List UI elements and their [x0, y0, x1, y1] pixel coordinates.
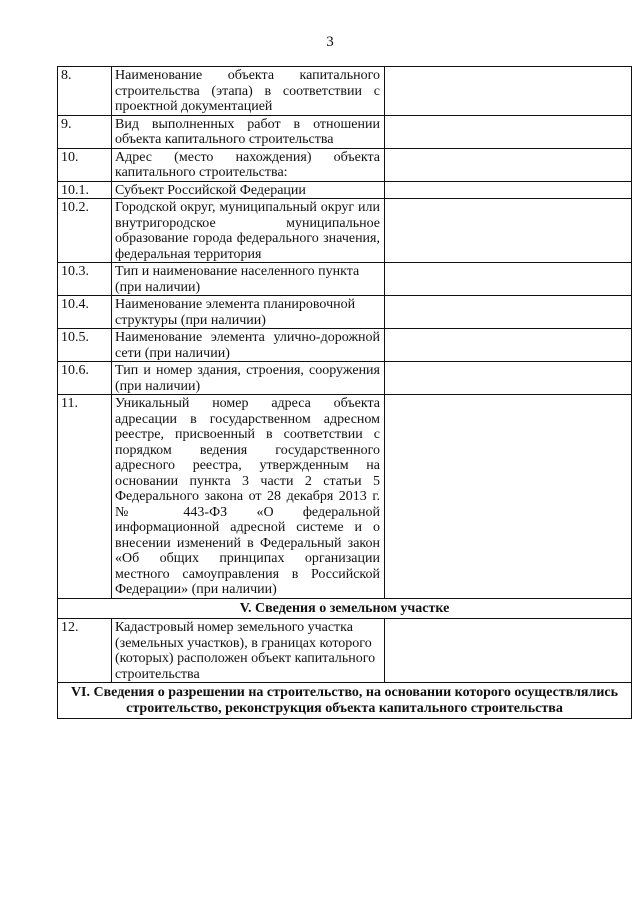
row-label: Городской округ, муниципальный округ или внутригородское муниципальное образование города федерального значения, федеральная территория: [112, 199, 385, 263]
row-value-field[interactable]: [385, 619, 632, 683]
row-label: Кадастровый номер земельного участка (земельных участков), в границах которого (которых) расположен объект капитального строительства: [112, 619, 385, 683]
row-label: Адрес (место нахождения) объекта капитального строительства:: [112, 148, 385, 181]
row-number: 9.: [58, 115, 112, 148]
table-row: [58, 619, 632, 683]
table-row: [58, 362, 632, 395]
row-value-field[interactable]: [385, 296, 632, 329]
row-label: Наименование элемента планировочной структуры (при наличии): [112, 296, 385, 329]
row-value-field[interactable]: [385, 199, 632, 263]
table-row: [58, 67, 632, 116]
row-label: Наименование элемента улично-дорожной сети (при наличии): [112, 329, 385, 362]
table-row: [58, 115, 632, 148]
row-label: Уникальный номер адреса объекта адресации в государственном адресном реестре, присвоенный в соответствии с порядком ведения государственного адресного реестра, утвержденным на основании пункта 3 части 2 статьи 5 Федерального закона от 28 декабря 2013 г. № 443-ФЗ «О федеральной информационной адресной системе и о внесении изменений в Федеральный закон «Об общих принципах организации местного самоуправления в Российской Федерации» (при наличии): [112, 395, 385, 599]
row-label: Субъект Российской Федерации: [112, 181, 385, 199]
table-row: [58, 199, 632, 263]
section-heading: VI. Сведения о разрешении на строительство, на основании которого осуществлялись строительство, реконструкция объекта капитального строительства: [58, 683, 632, 719]
row-label: Тип и номер здания, строения, сооружения (при наличии): [112, 362, 385, 395]
row-value-field[interactable]: [385, 148, 632, 181]
table-row: [58, 395, 632, 599]
row-number: 12.: [58, 619, 112, 683]
table-row: [58, 263, 632, 296]
row-label: Тип и наименование населенного пункта (при наличии): [112, 263, 385, 296]
row-number: 10.4.: [58, 296, 112, 329]
row-number: 10.5.: [58, 329, 112, 362]
row-number: 10.6.: [58, 362, 112, 395]
table-row: [58, 181, 632, 199]
row-label: Наименование объекта капитального строительства (этапа) в соответствии с проектной документацией: [112, 67, 385, 116]
row-number: 11.: [58, 395, 112, 599]
row-label: Вид выполненных работ в отношении объекта капитального строительства: [112, 115, 385, 148]
table-row: [58, 296, 632, 329]
row-number: 10.: [58, 148, 112, 181]
row-value-field[interactable]: [385, 395, 632, 599]
form-table: [57, 66, 632, 719]
row-number: 8.: [58, 67, 112, 116]
section-heading-row: [58, 683, 632, 719]
row-value-field[interactable]: [385, 181, 632, 199]
table-row: [58, 148, 632, 181]
row-value-field[interactable]: [385, 362, 632, 395]
row-number: 10.1.: [58, 181, 112, 199]
row-value-field[interactable]: [385, 263, 632, 296]
section-heading: V. Сведения о земельном участке: [58, 598, 632, 619]
row-number: 10.2.: [58, 199, 112, 263]
section-heading-row: [58, 598, 632, 619]
page-number: 3: [326, 34, 334, 50]
row-value-field[interactable]: [385, 67, 632, 116]
row-number: 10.3.: [58, 263, 112, 296]
row-value-field[interactable]: [385, 115, 632, 148]
row-value-field[interactable]: [385, 329, 632, 362]
table-row: [58, 329, 632, 362]
